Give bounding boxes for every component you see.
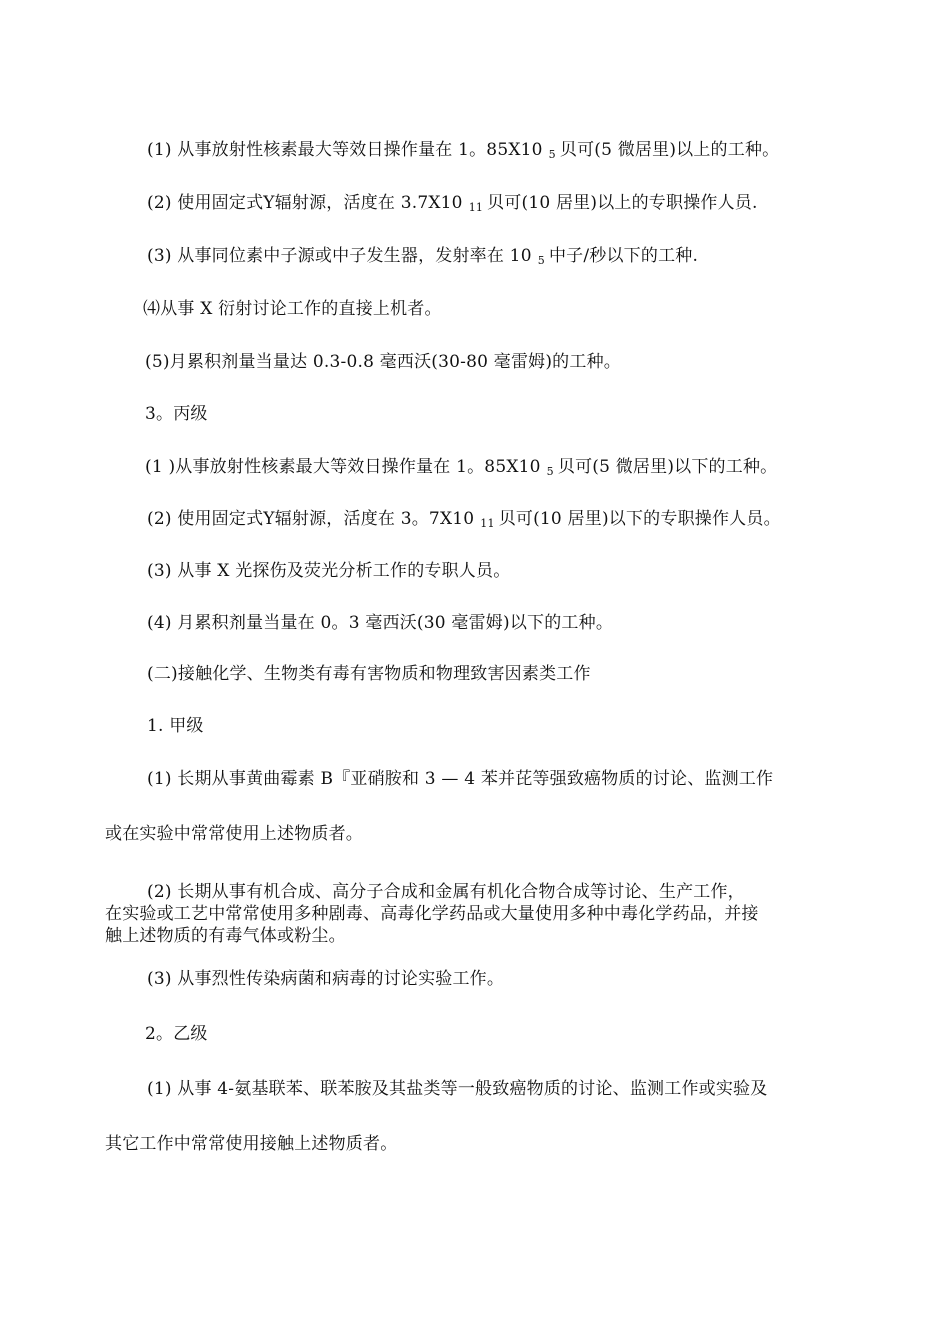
section-heading: 3。丙级	[145, 404, 208, 424]
paragraph-line: (2) 长期从事有机合成、高分子合成和金属有机化合物合成等讨论、生产工作，	[147, 882, 745, 902]
section-heading: 2。乙级	[145, 1024, 208, 1044]
text-line: (1) 长期从事黄曲霉素 B『亚硝胺和 3 — 4 苯并芘等强致癌物质的讨论、监测工作	[147, 769, 774, 789]
paragraph-line: 在实验或工艺中常常使用多种剧毒、高毒化学药品或大量使用多种中毒化学药品，并接	[105, 904, 759, 924]
text-line: (1) 从事 4-氨基联苯、联苯胺及其盐类等一般致癌物质的讨论、监测工作或实验及	[147, 1079, 768, 1099]
text-line: ⑷从事 X 衍射讨论工作的直接上机者。	[143, 299, 442, 319]
text-line: 或在实验中常常使用上述物质者。	[105, 824, 363, 844]
text-line: (5)月累积剂量当量达 0.3-0.8 毫西沃(30-80 毫雷姆)的工种。	[145, 352, 621, 372]
section-heading: (二)接触化学、生物类有毒有害物质和物理致害因素类工作	[147, 664, 591, 684]
text-line: (3) 从事同位素中子源或中子发生器，发射率在 10 5 中子/秒以下的工种.	[147, 246, 699, 267]
text-line: (1 )从事放射性核素最大等效日操作量在 1。85X10 5 贝可(5 微居里)以下的工种。	[145, 457, 778, 478]
text-line: (2) 使用固定式Y辐射源，活度在 3。7X10 11 贝可(10 居里)以下的专职操作人员。	[147, 509, 781, 530]
paragraph-line: 触上述物质的有毒气体或粉尘。	[105, 926, 346, 946]
text-line: 其它工作中常常使用接触上述物质者。	[105, 1134, 398, 1154]
text-line: (3) 从事 X 光探伤及荧光分析工作的专职人员。	[147, 561, 511, 581]
text-line: (3) 从事烈性传染病菌和病毒的讨论实验工作。	[147, 969, 505, 989]
text-line: (2) 使用固定式Y辐射源，活度在 3.7X10 11 贝可(10 居里)以上的专职操作人员.	[147, 193, 758, 214]
text-line: (4) 月累积剂量当量在 0。3 毫西沃(30 毫雷姆)以下的工种。	[147, 613, 614, 633]
paragraph-block	[105, 881, 850, 947]
section-heading: 1. 甲级	[147, 716, 204, 736]
text-line: (1) 从事放射性核素最大等效日操作量在 1。85X10 5 贝可(5 微居里)以上的工种。	[147, 140, 780, 161]
